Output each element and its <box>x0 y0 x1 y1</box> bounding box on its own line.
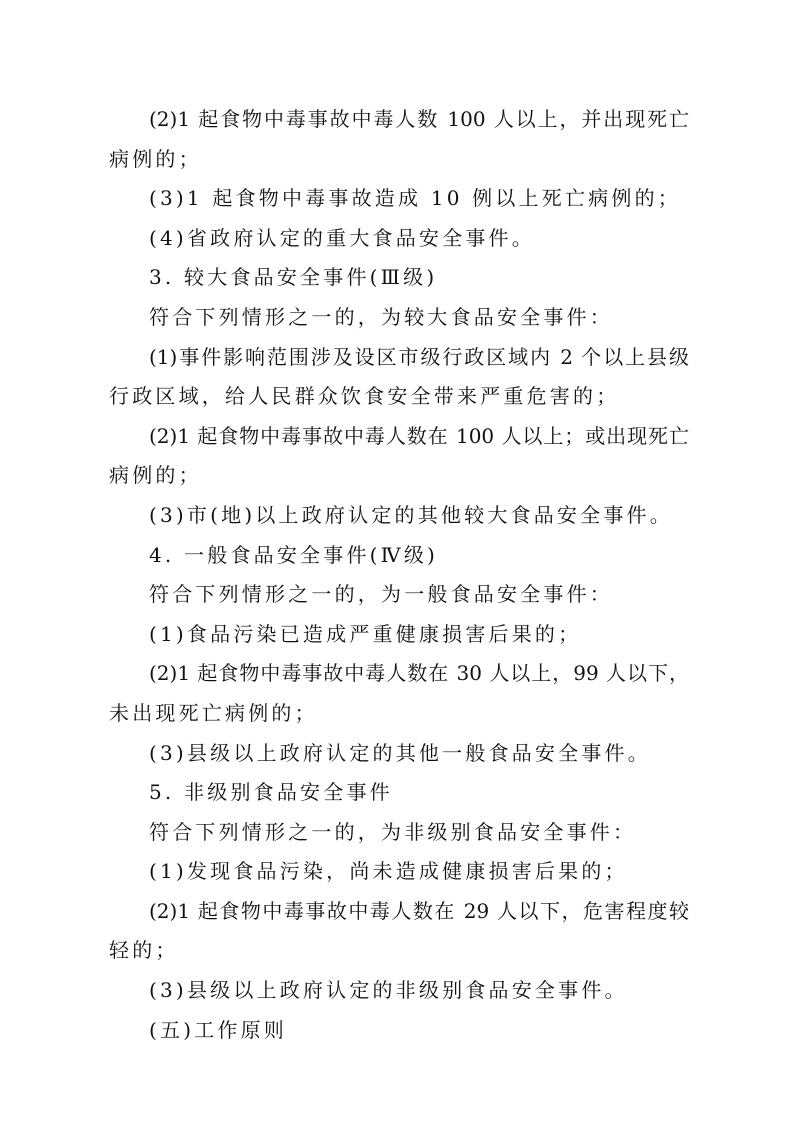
paragraph-line: 符合下列情形之一的，为一般食品安全事件： <box>149 582 613 607</box>
paragraph-line: 行政区域，给人民群众饮食安全带来严重危害的； <box>109 384 620 409</box>
paragraph-line: (2)1 起食物中毒事故中毒人数 100 人以上，并出现死亡 <box>149 107 689 131</box>
paragraph-line: (4)省政府认定的重大食品安全事件。 <box>149 225 535 250</box>
paragraph-line: 轻的； <box>109 938 179 963</box>
paragraph-line: (3)县级以上政府认定的其他一般食品安全事件。 <box>149 740 651 765</box>
section-heading: (五)工作原则 <box>149 1017 288 1042</box>
paragraph-line: (1)发现食品污染，尚未造成健康损害后果的； <box>149 859 628 884</box>
paragraph-line: 病例的； <box>109 146 202 171</box>
paragraph-line: (3)1 起食物中毒事故造成 10 例以上死亡病例的； <box>149 186 681 211</box>
paragraph-line: (2)1 起食物中毒事故中毒人数在 29 人以下，危害程度较 <box>149 898 689 923</box>
paragraph-line: 未出现死亡病例的； <box>109 700 318 725</box>
paragraph-line: (2)1 起食物中毒事故中毒人数在 100 人以上；或出现死亡 <box>149 423 689 448</box>
paragraph-line: 符合下列情形之一的，为非级别食品安全事件： <box>149 819 637 844</box>
paragraph-line: 病例的； <box>109 463 202 488</box>
section-heading: 5. 非级别食品安全事件 <box>149 780 393 805</box>
paragraph-line: (1)事件影响范围涉及设区市级行政区域内 2 个以上县级 <box>149 344 689 369</box>
paragraph-line: (2)1 起食物中毒事故中毒人数在 30 人以上，99 人以下， <box>149 661 689 686</box>
paragraph-line: (1)食品污染已造成严重健康损害后果的； <box>149 621 582 646</box>
paragraph-line: (3)市(地)以上政府认定的其他较大食品安全事件。 <box>149 502 673 527</box>
paragraph-line: (3)县级以上政府认定的非级别食品安全事件。 <box>149 978 628 1003</box>
section-heading: 3. 较大食品安全事件(Ⅲ级) <box>149 265 438 290</box>
document-body <box>109 100 689 1050</box>
section-heading: 4. 一般食品安全事件(Ⅳ级) <box>149 542 439 567</box>
paragraph-line: 符合下列情形之一的，为较大食品安全事件： <box>149 304 613 329</box>
